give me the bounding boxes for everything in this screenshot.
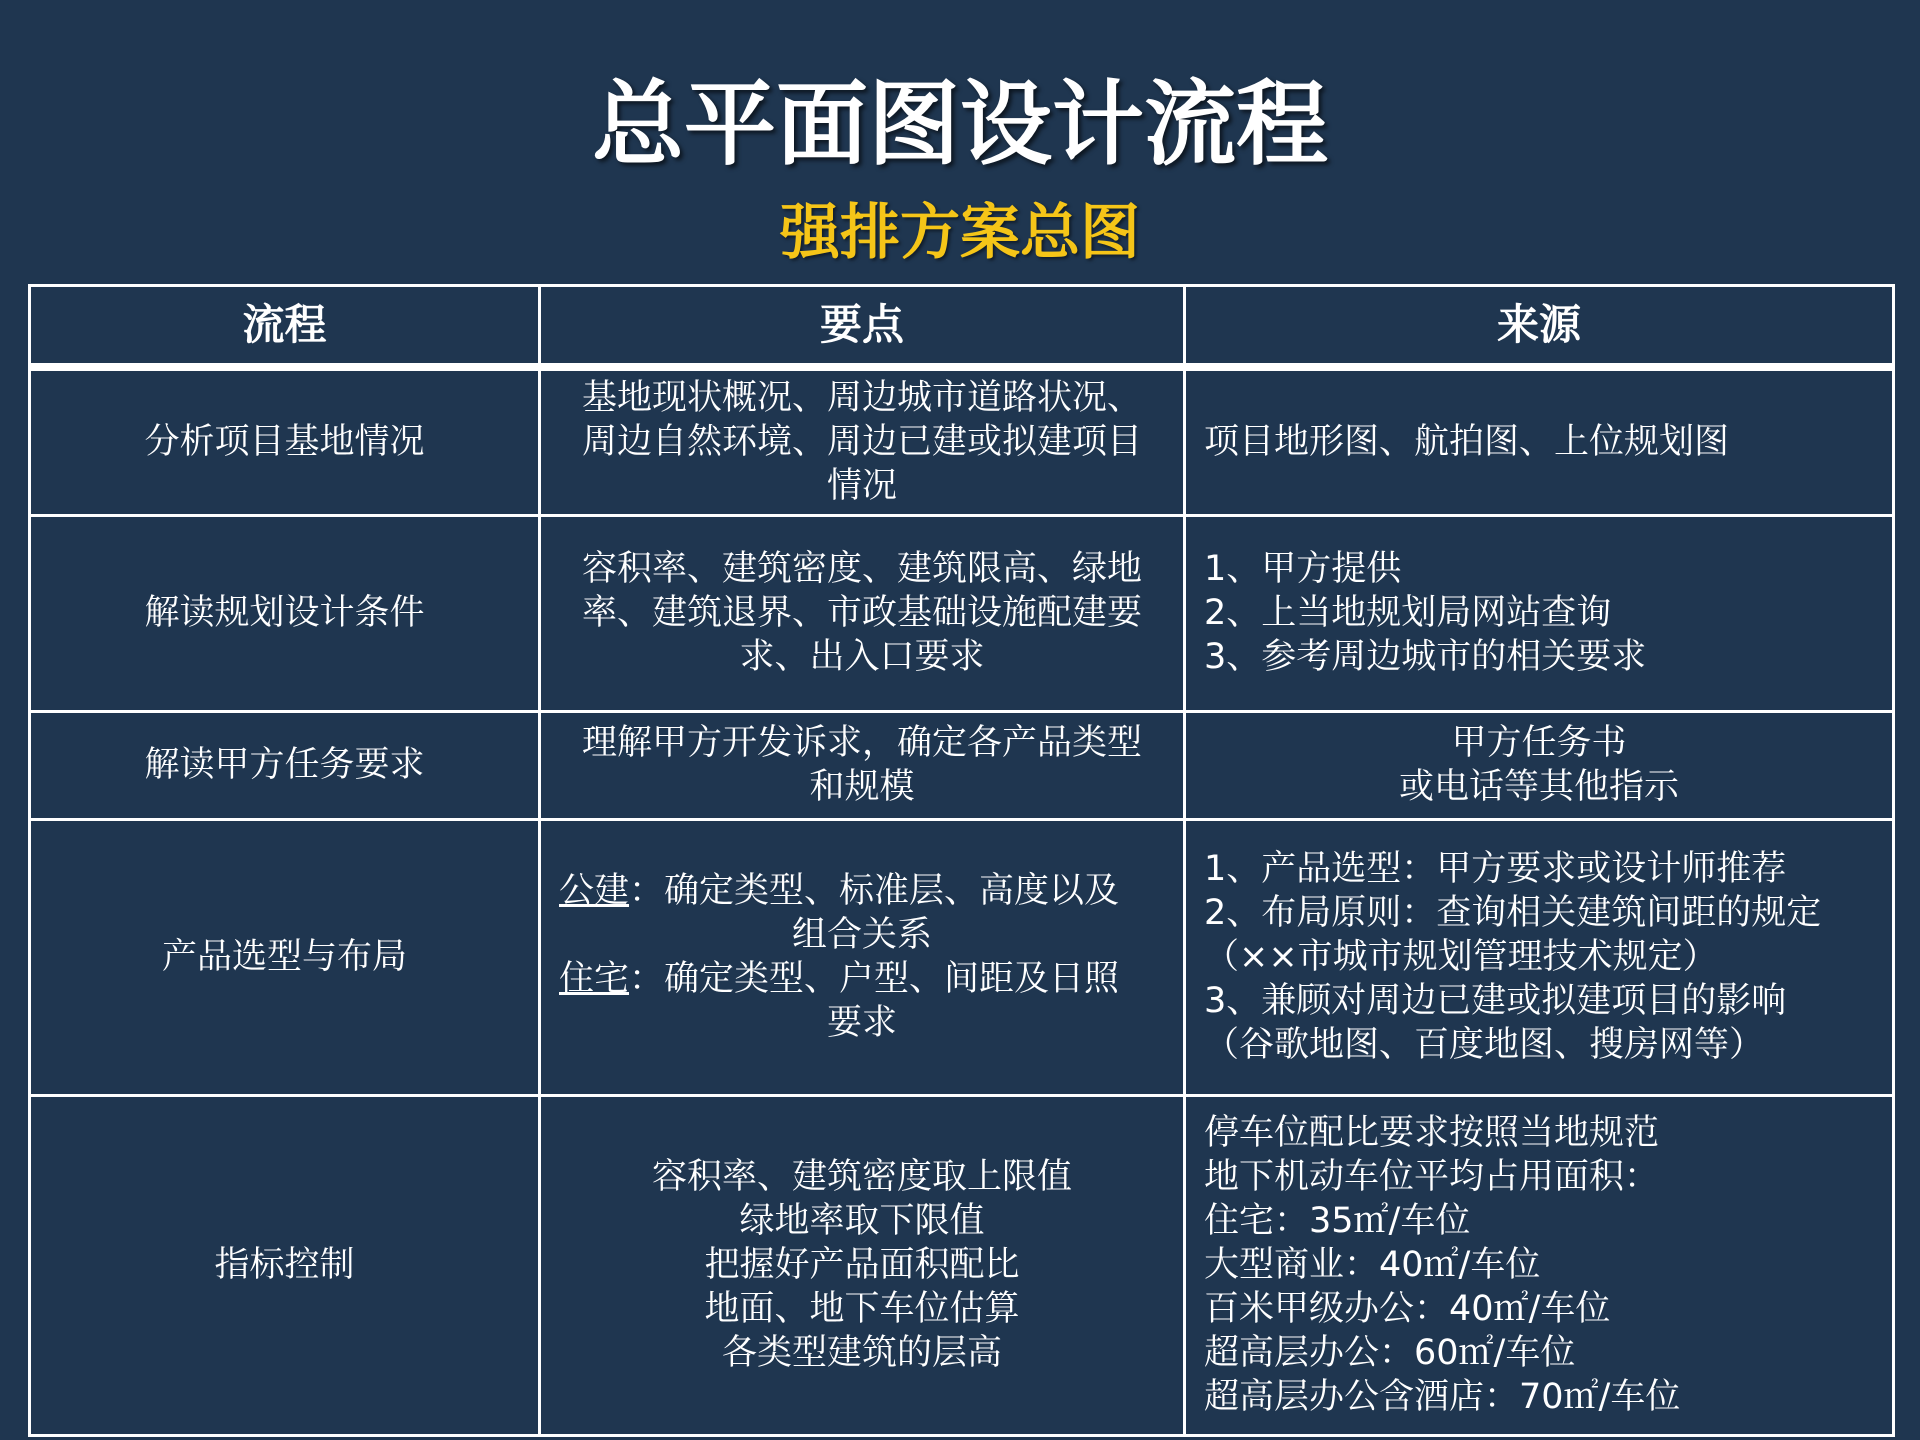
- key-points-cell: [540, 367, 1185, 515]
- source-line: 地下机动车位平均占用面积：: [1204, 1157, 1660, 1197]
- table-row: [30, 819, 1894, 1095]
- source-cell: [1185, 711, 1894, 819]
- table-row: [30, 711, 1894, 819]
- key-line: 周边自然环境、周边已建或拟建项目: [581, 422, 1142, 463]
- source-line: 3、参考周边城市的相关要求: [1204, 637, 1647, 677]
- key-item-text: ：确定类型、标准层、高度以及: [629, 871, 1120, 911]
- key-line: 把握好产品面积配比: [704, 1245, 1020, 1285]
- key-line: 要求: [826, 1003, 897, 1043]
- key-line: 率、建筑退界、市政基础设施配建要: [581, 593, 1142, 633]
- key-item-label: 公建: [559, 871, 630, 911]
- step-cell: 解读规划设计条件: [30, 515, 540, 711]
- key-line: 各类型建筑的层高: [721, 1333, 1002, 1373]
- process-table: [28, 284, 1895, 1437]
- key-line: 和规模: [809, 767, 915, 807]
- source-line: 百米甲级办公：40㎡/车位: [1204, 1289, 1611, 1329]
- key-points-cell: [540, 515, 1185, 711]
- step-cell: 分析项目基地情况: [30, 367, 540, 515]
- source-cell: [1185, 1095, 1894, 1435]
- source-line: （××市城市规划管理技术规定）: [1204, 937, 1718, 977]
- source-line: 2、上当地规划局网站查询: [1204, 593, 1612, 633]
- key-points-cell: [540, 711, 1185, 819]
- source-line: 1、甲方提供: [1204, 549, 1402, 589]
- source-line: 或电话等其他指示: [1398, 767, 1679, 807]
- key-line: [559, 869, 1165, 913]
- key-line: 理解甲方开发诉求，确定各产品类型: [581, 723, 1142, 763]
- key-points-cell: [540, 1095, 1185, 1435]
- source-cell: [1185, 367, 1894, 515]
- key-points-cell: [540, 819, 1185, 1095]
- source-line: （谷歌地图、百度地图、搜房网等）: [1204, 1025, 1765, 1065]
- key-line: 求、出入口要求: [739, 637, 985, 677]
- key-item-label: 住宅: [559, 959, 630, 999]
- step-cell: 解读甲方任务要求: [30, 711, 540, 819]
- table-row: [30, 1095, 1894, 1435]
- source-cell: [1185, 819, 1894, 1095]
- table-row: [30, 367, 1894, 515]
- source-line: 甲方任务书: [1451, 723, 1627, 763]
- source-line: 住宅：35㎡/车位: [1204, 1201, 1471, 1241]
- source-line: 3、兼顾对周边已建或拟建项目的影响: [1204, 981, 1787, 1021]
- key-item-text: ：确定类型、户型、间距及日照: [629, 959, 1120, 999]
- source-line: 大型商业：40㎡/车位: [1204, 1245, 1541, 1285]
- page-subtitle: 强排方案总图: [780, 198, 1140, 268]
- source-line: 1、产品选型：甲方要求或设计师推荐: [1204, 849, 1787, 889]
- step-cell: 指标控制: [30, 1095, 540, 1435]
- source-line: 超高层办公：60㎡/车位: [1204, 1333, 1576, 1373]
- header-source: 来源: [1185, 286, 1894, 368]
- key-line: 情况: [826, 466, 897, 507]
- source-line: 2、布局原则：查询相关建筑间距的规定: [1204, 893, 1822, 933]
- key-line: 容积率、建筑密度、建筑限高、绿地: [581, 549, 1142, 589]
- step-cell: 产品选型与布局: [30, 819, 540, 1095]
- source-line: 项目地形图、航拍图、上位规划图: [1204, 422, 1730, 463]
- key-line: [559, 957, 1165, 1001]
- table-row: [30, 515, 1894, 711]
- header-step: 流程: [30, 286, 540, 368]
- key-line: 地面、地下车位估算: [704, 1289, 1020, 1329]
- key-line: 基地现状概况、周边城市道路状况、: [581, 378, 1142, 419]
- table-header-row: [30, 286, 1894, 368]
- source-cell: [1185, 515, 1894, 711]
- page-title: 总平面图设计流程: [591, 71, 1328, 178]
- key-line: 容积率、建筑密度取上限值: [651, 1157, 1072, 1197]
- source-line: 超高层办公含酒店：70㎡/车位: [1204, 1377, 1681, 1417]
- key-line: 组合关系: [791, 915, 932, 955]
- key-line: 绿地率取下限值: [739, 1201, 985, 1241]
- source-line: 停车位配比要求按照当地规范: [1204, 1113, 1660, 1153]
- header-key-points: 要点: [540, 286, 1185, 368]
